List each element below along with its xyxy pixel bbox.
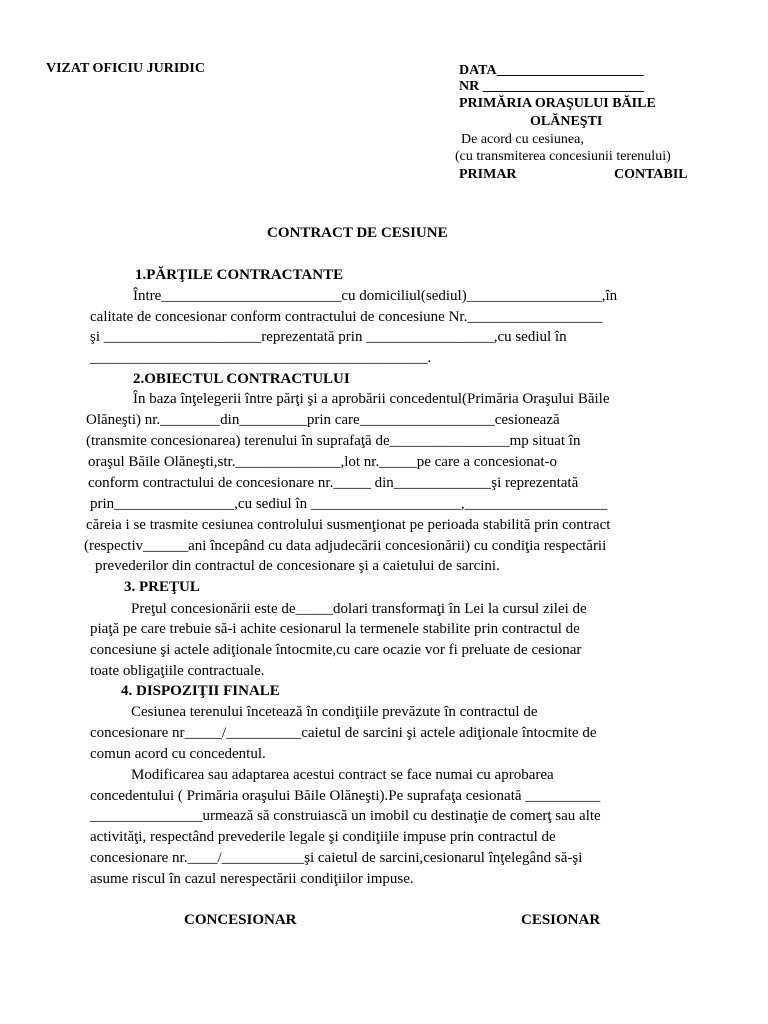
paragraph-line: prevederilor din contractul de concesionare şi a caietului de sarcini. (95, 558, 500, 574)
accountant-label: CONTABIL (614, 167, 688, 182)
paragraph-line: concesionare nr.____/___________şi caietul de sarcini,cesionarul înţelegând să-şi (90, 850, 583, 866)
section-title: PĂRŢILE CONTRACTANTE (146, 267, 344, 283)
agreement-note: De acord cu cesiunea, (461, 132, 584, 147)
section-number: 3. (124, 579, 139, 595)
institution-name: PRIMĂRIA ORAŞULUI BĂILE (459, 96, 656, 111)
institution-city: OLĂNEŞTI (530, 114, 603, 129)
number-field: NR _______________________ (459, 79, 644, 94)
paragraph-line: _____________________________________________. (90, 350, 432, 366)
section-title: PREŢUL (139, 579, 200, 595)
paragraph-line: conform contractului de concesionare nr._____ din_____________şi reprezentată (88, 475, 579, 491)
paragraph-line: şi _____________________reprezentată prin _________________,cu sediul în (90, 329, 567, 345)
section-number: 2. (133, 371, 145, 387)
paragraph-line: Olăneşti) nr.________din_________prin care__________________cesionează (86, 412, 560, 428)
paragraph-line: calitate de concesionar conform contractului de concesiune Nr.__________________ (90, 309, 603, 325)
paragraph-line: concedentului ( Primăria oraşului Băile Olăneşti).Pe suprafaţa cesionată __________ (90, 788, 601, 804)
paragraph-line: activităţi, respectând prevederile legale şi condiţiile impuse prin contractul de (90, 829, 556, 845)
section-number: 4. (121, 683, 136, 699)
signature-assignee: CESIONAR (521, 912, 601, 928)
paragraph-line: Între________________________cu domiciliul(sediul)__________________,în (133, 288, 618, 304)
paragraph-line: asume riscul în cazul nerespectării condiţiilor impuse. (90, 871, 414, 887)
paragraph-line: (transmite concesionarea) terenului în suprafaţă de________________mp situat în (86, 433, 581, 449)
section-heading (135, 266, 343, 284)
paragraph-line: prin________________,cu sediul în ____________________,___________________ (90, 496, 608, 512)
paragraph-line: concesiune şi actele adiţionale întocmite,cu care ocazie vor fi preluate de cesionar (90, 642, 582, 658)
paragraph-line: oraşul Băile Olăneşti,str.______________,lot nr._____pe care a concesionat-o (88, 454, 558, 470)
paragraph-line: toate obligaţiile contractuale. (90, 663, 265, 679)
paragraph-line: Preţul concesionării este de_____dolari transformaţi în Lei la cursul zilei de (131, 601, 587, 617)
section-heading (133, 370, 350, 388)
document-title: CONTRACT DE CESIUNE (267, 225, 448, 241)
mayor-label: PRIMAR (459, 167, 517, 182)
paragraph-line: Cesiunea terenului încetează în condiţiile prevăzute în contractul de (131, 704, 538, 720)
date-field: DATA_____________________ (459, 63, 644, 78)
section-heading (121, 682, 280, 700)
paragraph-line: căreia i se trasmite cesiunea controlului susmenţionat pe perioada stabilită prin contract (86, 517, 611, 533)
signature-concessionaire: CONCESIONAR (184, 912, 297, 928)
approval-note: VIZAT OFICIU JURIDIC (46, 61, 205, 76)
paragraph-line: Modificarea sau adaptarea acestui contract se face numai cu aprobarea (131, 767, 554, 783)
paragraph-line: concesionare nr_____/__________caietul de sarcini şi actele adiţionale întocmite de (90, 725, 597, 741)
section-title: DISPOZIŢII FINALE (136, 683, 280, 699)
paragraph-line: comun acord cu concedentul. (90, 746, 266, 762)
section-number: 1. (135, 267, 147, 283)
section-title: OBIECTUL CONTRACTULUI (144, 371, 350, 387)
section-heading (124, 578, 200, 596)
paragraph-line: (respectiv______ani începând cu data adjudecării concesionării) cu condiţia respectării (84, 538, 607, 554)
paragraph-line: _______________urmează să construiască un imobil cu destinaţie de comerţ sau alte (90, 808, 601, 824)
paragraph-line: În baza înţelegerii între părţi şi a aprobării concedentul(Primăria Oraşului Băile (133, 391, 610, 407)
agreement-detail: (cu transmiterea concesiunii terenului) (455, 149, 671, 164)
paragraph-line: piaţă pe care trebuie să-i achite cesionarul la termenele stabilite prin contractul de (90, 621, 580, 637)
